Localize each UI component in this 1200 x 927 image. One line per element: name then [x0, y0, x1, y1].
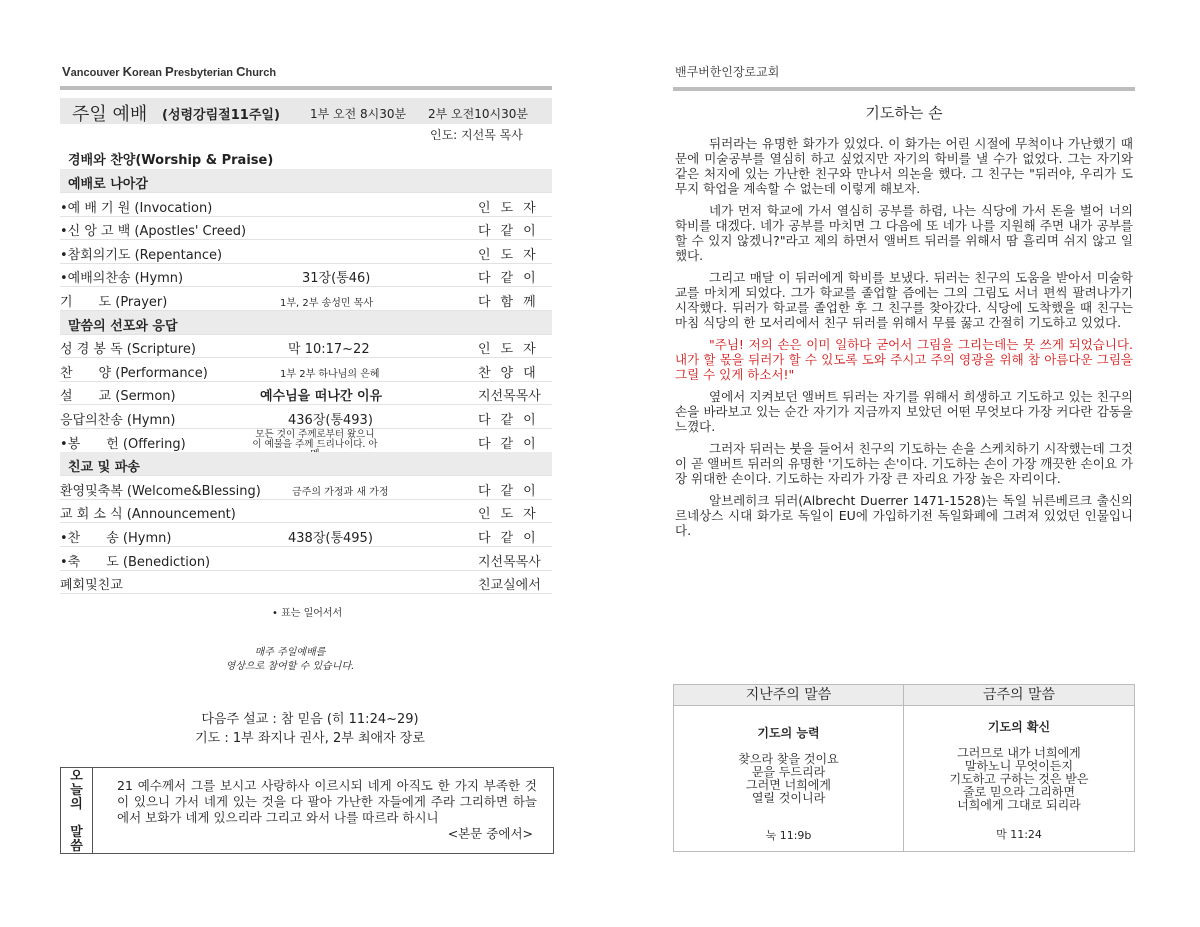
section-title: 말씀의 선포와 응답 — [68, 318, 178, 334]
story-paragraph: 그러자 뒤러는 붓을 들어서 친구의 기도하는 손을 스케치하기 시작했는데 그것이 곧 앨버트 뒤러의 유명한 '기도하는 손'이다. 기도하는 손이 가장 깨끗한 손이요 가장 위대한 손이다. 기도하는 자리가 가장 큰 자리요 가장 높은 자리이다. — [675, 441, 1133, 486]
church-name-word: orean — [132, 67, 166, 79]
offering-note-line: 모든 것이 주께로부터 왔으니 — [255, 428, 375, 440]
verse-line: 문을 두드리라 — [751, 765, 826, 779]
order-item-name: 찬 양 (Performance) — [60, 365, 208, 381]
next-sermon-line: 다음주 설교 : 참 믿음 (히 11:24~29) — [201, 712, 419, 727]
order-row — [60, 263, 552, 287]
next-sermon-info — [160, 710, 460, 748]
church-name-word: ancouver — [70, 67, 123, 79]
today-word-label — [61, 768, 93, 853]
order-section-header — [60, 311, 552, 335]
last-week-verse — [674, 685, 904, 851]
verse-line: 찾으라 찾을 것이요 — [738, 752, 839, 766]
video-note-line: 영상으로 참여할 수 있습니다. — [225, 661, 355, 672]
story-paragraph: 옆에서 지켜보던 앨버트 뒤러는 자기를 위해서 희생하고 기도하고 있는 친구의 손을 바라보고 있는 순간 자기가 지금까지 보았던 어떤 무엇보다 가장 커다란 감동을 느꼈다. — [675, 389, 1133, 434]
church-name-korean: 밴쿠버한인장로교회 — [675, 65, 780, 79]
label-spacer — [61, 812, 92, 826]
verse-title: 기도의 확신 — [987, 720, 1051, 734]
order-section-header — [60, 169, 552, 193]
label-char: 의 — [70, 797, 83, 812]
verse-line: 그러므로 내가 너희에게 — [957, 746, 1081, 760]
label-char: 말 — [70, 825, 83, 840]
order-item-detail: 예수님을 떠나간 이유 — [260, 389, 383, 405]
order-item-detail: 1부 2부 하나님의 은혜 — [280, 368, 380, 380]
service-time-second: 2부 오전10시30분 — [428, 107, 528, 121]
order-item-leader: 인도자 — [478, 200, 546, 216]
order-item-detail: 금주의 가정과 새 가정 — [292, 486, 389, 498]
verse-line: 열릴 것이니라 — [751, 791, 826, 805]
order-item-name: •참회의기도 (Repentance) — [60, 247, 223, 263]
church-name-letter: P — [165, 64, 174, 79]
verse-table — [673, 684, 1135, 852]
story-paragraph: 뒤러라는 유명한 화가가 있었다. 이 화가는 어린 시절에 무척이나 가난했기 때문에 미술공부를 열심히 하고 싶었지만 자기의 학비를 낼 수가 없었다. 그는 자기와 같은 처지에 있는 가난한 친구와 만나서 의논을 했다. 그 친구는 "뒤러야, 우리가 도무지 학업을 계속할 수 없는데 이렇게 해보자. — [675, 136, 1133, 196]
service-time-first: 1부 오전 8시30분 — [310, 107, 407, 121]
order-item-name: 기 도 (Prayer) — [60, 295, 168, 310]
order-item-name: 설 교 (Sermon) — [60, 389, 176, 405]
verse-reference: 눅 11:9b — [765, 829, 812, 842]
story-prayer-quote: "주님! 저의 손은 이미 일하다 굳어서 그림을 그리는데는 못 쓰게 되었습니다.내가 할 몫을 뒤러가 할 수 있도록 도와 주시고 주의 영광을 위해 참 아름다운 그림을 그릴 수 있게 하소서!" — [675, 337, 1133, 382]
order-item-leader: 다같이 — [478, 224, 546, 240]
header-divider — [673, 87, 1135, 91]
order-item-name: •축 도 (Benediction) — [60, 554, 211, 570]
today-word-source: <본문 중에서> — [447, 826, 533, 841]
order-item-leader: 지선목목사 — [478, 389, 541, 405]
order-row — [60, 216, 552, 240]
order-item-name: •신 앙 고 백 (Apostles' Creed) — [60, 224, 247, 240]
verse-line: 말하노니 무엇이든지 — [964, 759, 1074, 773]
story-paragraph: 그리고 매달 이 뒤러에게 학비를 보냈다. 뒤러는 친구의 도움을 받아서 미술학교를 마치게 되었다. 그가 학교를 졸업할 즘에는 그의 그림도 서너 편씩 팔려나가기 시작했다. 뒤러가 학교를 졸업한 후 그 친구를 찾아갔다. 식당에 도착했을 때 친구는 마침 식당의 한 모서리에서 친구 뒤러를 위해서 무릎 꿇고 간절히 기도하고 있었다. — [675, 270, 1133, 330]
next-prayer-line: 기도 : 1부 좌지나 권사, 2부 최애자 장로 — [195, 731, 425, 746]
order-item-name: 환영및축복 (Welcome&Blessing) — [60, 483, 261, 499]
order-item-leader: 다같이 — [478, 483, 546, 499]
order-item-name: 폐회및친교 — [60, 578, 123, 594]
order-row — [60, 429, 552, 453]
standing-note: • 표는 일어서서 — [272, 608, 343, 619]
order-item-detail: 31장(통46) — [302, 271, 371, 287]
story-body — [675, 136, 1133, 545]
order-row — [60, 405, 552, 429]
order-item-leader: 다같이 — [478, 531, 546, 546]
order-row — [60, 499, 552, 523]
today-word-text: 21 예수께서 그를 보시고 사랑하사 이르시되 네게 아직도 한 가지 부족한 것이 있으니 가서 네게 있는 것을 다 팔아 가난한 자들에게 주라 그리하면 하늘에서 보화가 네게 있으리라 그리고 와서 나를 따르라 하시니 — [117, 778, 537, 825]
order-item-detail: 436장(통493) — [288, 413, 373, 428]
order-row — [60, 570, 552, 594]
section-title: 예배로 나아감 — [68, 177, 148, 192]
order-item-leader: 인도자 — [478, 507, 546, 523]
verse-reference: 막 11:24 — [996, 828, 1042, 841]
header-divider — [60, 86, 552, 90]
order-item-name: 성 경 봉 독 (Scripture) — [60, 342, 196, 358]
verse-title: 기도의 능력 — [757, 726, 820, 740]
verse-body — [904, 747, 1134, 812]
order-item-detail: 438장(통495) — [288, 531, 373, 546]
label-char: 오 — [70, 769, 83, 784]
service-subtitle: (성령강림절11주일) — [162, 108, 280, 123]
order-row — [60, 193, 552, 217]
order-row — [60, 381, 552, 405]
service-title: 주일 예배 — [72, 104, 148, 125]
service-leader: 인도: 지선목 목사 — [430, 128, 523, 142]
order-item-leader: 찬양대 — [478, 365, 546, 381]
verse-line: 줄로 믿으라 그리하면 — [963, 785, 1075, 799]
order-row — [60, 287, 552, 311]
story-paragraph: 알브레히크 뒤러(Albrecht Duerrer 1471-1528)는 독일 뉘른베르크 출신의 르네상스 시대 화가로 독일이 EU에 가입하기전 독일화폐에 그려져 있었던 인물입니다. — [675, 493, 1133, 538]
verse-line: 너희에게 그대로 되리라 — [957, 798, 1081, 812]
this-week-verse — [904, 685, 1134, 851]
verse-body — [674, 753, 903, 805]
story-title: 기도하는 손 — [865, 104, 943, 122]
order-row — [60, 334, 552, 358]
order-item-name: •예 배 기 원 (Invocation) — [60, 200, 213, 216]
offering-note-line: 이 예물을 주께 드리나이다. 아 — [252, 438, 378, 450]
verse-line: 그러면 너희에게 — [746, 778, 831, 792]
order-row — [60, 358, 552, 382]
order-item-name: •봉 헌 (Offering) — [60, 436, 186, 452]
order-row — [60, 547, 552, 571]
church-name-english — [62, 64, 276, 79]
order-item-leader: 다같이 — [478, 271, 546, 287]
order-item-leader: 지선목목사 — [478, 554, 541, 570]
church-name-letter: K — [122, 64, 133, 79]
order-item-name: 응답의찬송 (Hymn) — [60, 413, 176, 428]
order-item-leader: 인도자 — [478, 247, 546, 263]
church-name-word: hurch — [245, 67, 277, 79]
verse-header: 금주의 말씀 — [904, 685, 1134, 706]
order-item-detail: 1부, 2부 송성민 목사 — [280, 298, 374, 309]
order-item-leader: 다함께 — [478, 295, 546, 310]
label-char: 씀 — [70, 839, 83, 854]
order-item-name: 교 회 소 식 (Announcement) — [60, 507, 236, 523]
church-name-word: resbyterian — [173, 67, 237, 79]
video-note — [190, 646, 390, 674]
church-name-letter: C — [236, 64, 246, 79]
order-row — [60, 240, 552, 264]
verse-header: 지난주의 말씀 — [674, 685, 903, 706]
order-item-name: •찬 송 (Hymn) — [60, 531, 172, 546]
order-item-leader: 다같이 — [478, 436, 546, 452]
order-row — [60, 476, 552, 500]
order-item-leader: 친교실에서 — [478, 578, 541, 594]
label-char: 늘 — [70, 783, 83, 798]
church-name-letter: V — [62, 64, 71, 79]
order-item-leader: 다같이 — [478, 413, 546, 428]
today-word-box — [60, 767, 554, 854]
worship-title: 경배와 찬양(Worship & Praise) — [68, 153, 274, 168]
verse-line: 기도하고 구하는 것은 받은 — [949, 772, 1089, 786]
order-item-leader: 인도자 — [478, 342, 546, 358]
order-section-header — [60, 452, 552, 476]
order-item-detail: 막 10:17~22 — [288, 342, 370, 358]
video-note-line: 매주 주일예배를 — [254, 647, 326, 658]
order-item-name: •예배의찬송 (Hymn) — [60, 271, 184, 287]
story-paragraph: 네가 먼저 학교에 가서 열심히 공부를 하렴, 나는 식당에 가서 돈을 벌어 너의 학비를 대겠다. 네가 공부를 마치면 그 다음에 또 네가 나를 지원해 주면 내가 공부를 할 수 있지 않겠니?"라고 제의 하면서 앨버트 뒤러를 위해서 땀 흘리며 쉬지 않고 일했다. — [675, 203, 1133, 263]
order-row — [60, 523, 552, 547]
section-title: 친교 및 파송 — [68, 460, 140, 476]
